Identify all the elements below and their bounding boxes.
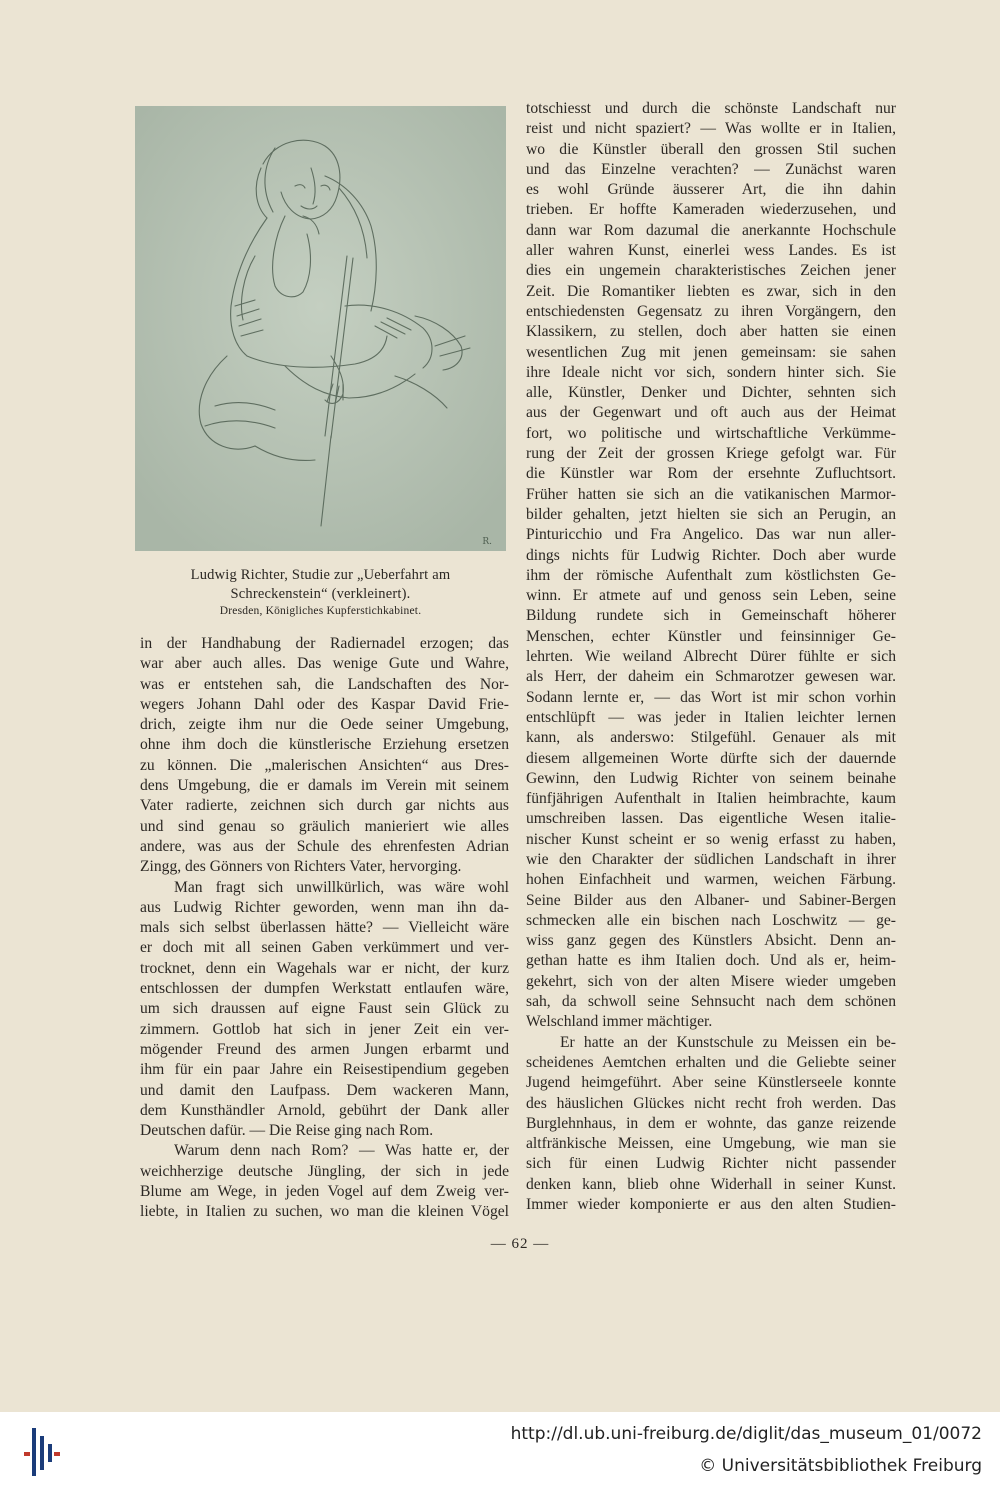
text-line: Klassikern, zu stellen, doch aber hatten sie einen xyxy=(526,323,896,341)
text-line: mögender Freund des armen Jungen erbarmt und xyxy=(140,1040,509,1058)
text-line: es wohl Gründe äusserer Art, die ihn dahin xyxy=(526,181,896,199)
text-line: trieben. Er hoffte Kameraden wiederzusehen, und xyxy=(526,201,896,219)
text-line: andere, was aus der Schule des ehrenfesten Adrian xyxy=(140,837,509,855)
text-line: Bildung rundete sich in Gemeinschaft höherer xyxy=(526,607,896,625)
text-line: Früher hatten sie sich an die vatikanischen Marmor- xyxy=(526,485,896,503)
text-line: wesentlichen Zug mit jenen gemeinsam: sie sahen xyxy=(526,343,896,361)
text-line: Menschen, echter Künstler und feinsinniger Ge- xyxy=(526,627,896,645)
figure-caption xyxy=(135,566,506,604)
text-line: Welschland immer mächtiger. xyxy=(526,1013,713,1031)
text-line: war aber auch alles. Das wenige Gute und Wahre, xyxy=(140,655,509,673)
text-line: scheidenes Aemtchen erhalten und die Geliebte seiner xyxy=(526,1053,896,1071)
text-line: gethan hatte es ihm Italien doch. Und als er, heim- xyxy=(526,952,896,970)
text-line: zu können. Die „malerischen Ansichten“ aus Dres- xyxy=(140,756,509,774)
text-line: aus der Gegenwart und oft auch aus der Heimat xyxy=(526,404,896,422)
text-line: und damit den Laufpass. Dem wackeren Mann, xyxy=(140,1081,509,1099)
caption-line-1: Ludwig Richter, Studie zur „Ueberfahrt am xyxy=(190,567,451,583)
text-line: umschreiben lassen. Das eigentliche Wesen italie- xyxy=(526,810,896,828)
text-line: dens Umgebung, die er damals im Verein mit seinem xyxy=(140,777,509,795)
footer-bar xyxy=(0,1412,1000,1486)
text-line: Jugend heimgeführt. Aber seine Künstlerseele konnte xyxy=(526,1074,896,1092)
text-line: Immer wieder komponierte er aus den alten Studien- xyxy=(526,1196,896,1214)
text-line: Er hatte an der Kunstschule zu Meissen ein be- xyxy=(560,1033,896,1051)
text-line: Blume am Wege, in jeden Vogel auf dem Zweig ver- xyxy=(140,1183,509,1201)
text-line: die Künstler war Rom der ersehnte Zufluchtsort. xyxy=(526,465,896,483)
text-line: entschlüpft — was jeder in Italien leichter lernen xyxy=(526,708,896,726)
text-line: alle, Künstler, Denker und Dichter, sehnten sich xyxy=(526,384,896,402)
text-line: Zeit. Die Romantiker liebten es zwar, sich in den xyxy=(526,282,896,300)
text-line: entschlossen der dumpfen Werkstatt entlaufen wäre, xyxy=(140,980,509,998)
text-line: und das Einzelne verachten? — Zunächst waren xyxy=(526,160,896,178)
source-url-link[interactable]: http://dl.ub.uni-freiburg.de/diglit/das_museum_01/0072 xyxy=(510,1424,982,1444)
text-line: Gewinn, den Ludwig Richter von seinem beinahe xyxy=(526,769,896,787)
text-line: Burglehnhaus, in dem er wohnte, das ganze reizende xyxy=(526,1114,896,1132)
text-line: dies ein ungemein charakteristisches Zeichen jener xyxy=(526,262,896,280)
text-line: des häuslichen Glückes nicht recht froh werden. Das xyxy=(526,1094,896,1112)
text-line: er doch mit all seinen Gaben verkümmert und ver- xyxy=(140,939,509,957)
text-line: wo die Künstler überall den grossen Stil suchen xyxy=(526,140,896,158)
right-text-column xyxy=(526,99,896,1215)
text-line: diesem allgemeinen Worte dürfte sich der dauernde xyxy=(526,749,896,767)
text-line: lehrten. Wie weiland Albrecht Dürer fühlte er sich xyxy=(526,648,896,666)
text-line: fort, wo politische und wirtschaftliche Verkümme- xyxy=(526,424,896,442)
text-line: sah, da schwoll seine Sehnsucht nach dem schönen xyxy=(526,993,896,1011)
sketch-plate xyxy=(135,106,506,551)
text-line: aus Ludwig Richter geworden, wenn man ihn da- xyxy=(140,898,509,916)
text-line: aller wahren Kunst, einerlei wess Landes. Es ist xyxy=(526,242,896,260)
left-text-column xyxy=(140,634,509,1223)
text-line: dings nichts für Ludwig Richter. Doch aber wurde xyxy=(526,546,896,564)
text-line: Zingg, des Gönners von Richters Vater, hervorging. xyxy=(140,858,462,876)
text-line: ihm der römische Aufenthalt zum köstlichsten Ge- xyxy=(526,566,896,584)
text-line: ihre Ideale nicht vor sich, sondern hinter sich. Sie xyxy=(526,363,896,381)
text-line: was er entstehen sah, die Landschaften des Nor- xyxy=(140,675,509,693)
text-line: in der Handhabung der Radiernadel erzogen; das xyxy=(140,635,509,652)
text-line: denken kann, blieb ohne Widerhall in seiner Kunst. xyxy=(526,1175,896,1193)
text-line: mals sich selbst überlassen hätte? — Vielleicht wäre xyxy=(140,919,509,937)
page-number: — 62 — xyxy=(490,1236,550,1252)
library-logo-icon xyxy=(22,1422,62,1482)
text-line: ohne ihm doch die künstlerische Erziehung ersetzen xyxy=(140,736,509,754)
text-line: dem Kunsthändler Arnold, gebührt der Dank aller xyxy=(140,1101,509,1119)
text-line: rung der Zeit der grossen Kriege gefolgt war. Für xyxy=(526,445,896,463)
text-line: Man fragt sich unwillkürlich, was wäre wohl xyxy=(174,878,509,896)
text-line: weichherzige deutsche Jüngling, der sich in jede xyxy=(140,1162,509,1180)
caption-source: Dresden, Königliches Kupferstichkabinet. xyxy=(219,605,422,617)
caption-line-2: Schreckenstein“ (verkleinert). xyxy=(230,586,411,602)
text-line: kann, als anderswo: Stilgefühl. Genauer als mit xyxy=(526,729,896,747)
copyright-notice: © Universitätsbibliothek Freiburg xyxy=(699,1456,982,1476)
text-line: Pinturicchio und Fra Angelico. Das war nun aller- xyxy=(526,526,896,544)
text-line: Seine Bilder aus den Albaner- und Sabiner-Bergen xyxy=(526,891,896,909)
text-line: bilder gehalten, jetzt hielten sie sich an Perugin, an xyxy=(526,505,896,523)
text-line: nischer Kunst scheint er so wenig erfasst zu haben, xyxy=(526,830,896,848)
text-line: entschiedensten Gegensatz zu ihren Vorgängern, den xyxy=(526,302,896,320)
text-line: drich, zeigte ihm nur die Oede seiner Umgebung, xyxy=(140,716,509,734)
text-line: Vater radierte, zeichnen sich durch gar nichts aus xyxy=(140,797,509,815)
text-line: totschiesst und durch die schönste Landschaft nur xyxy=(526,100,896,117)
text-line: dann war Rom dazumal die anerkannte Hochschule xyxy=(526,221,896,239)
text-line: als Herr, der daheim ein Schmarotzer gewesen war. xyxy=(526,668,896,686)
text-line: um sich draussen auf eigne Faust sein Glück zu xyxy=(140,1000,509,1018)
text-line: zimmern. Gottlob hat sich in jener Zeit ein ver- xyxy=(140,1020,509,1038)
plate-monogram: R. xyxy=(482,537,492,547)
text-line: gekehrt, sich von der alten Misere wieder umgeben xyxy=(526,972,896,990)
text-line: winn. Er atmete auf und genoss sein Leben, seine xyxy=(526,587,896,605)
text-line: altfränkische Meissen, eine Umgebung, wie man sie xyxy=(526,1135,896,1153)
text-line: trocknet, denn ein Wagehals war er nicht, der kurz xyxy=(140,959,509,977)
text-line: schmecken alle ein bischen nach Loschwitz — ge- xyxy=(526,911,896,929)
pencil-sketch-image xyxy=(135,106,506,551)
text-line: liebte, in Italien zu suchen, wo man die kleinen Vögel xyxy=(140,1203,509,1221)
text-line: wegers Johann Dahl oder des Kaspar David Frie- xyxy=(140,695,509,713)
text-line: wiss ganz gegen des Künstlers Absicht. Denn an- xyxy=(526,932,896,950)
text-line: und sind genau so gräulich manieriert wie alles xyxy=(140,817,509,835)
text-line: ihm für ein paar Jahre ein Reisestipendium gegeben xyxy=(140,1061,509,1079)
text-line: wie den Charakter der südlichen Landschaft in ihrer xyxy=(526,850,896,868)
text-line: hohen Einfachheit und warmen, weichen Färbung. xyxy=(526,871,896,889)
text-line: Warum denn nach Rom? — Was hatte er, der xyxy=(174,1142,509,1160)
text-line: sich für einen Ludwig Richter nicht passender xyxy=(526,1155,896,1173)
text-line: Sodann lernte er, — das Wort ist mir schon vorhin xyxy=(526,688,896,706)
text-line: fünfjährigen Aufenthalt in Italien heimbrachte, kaum xyxy=(526,790,896,808)
text-line: reist und nicht spaziert? — Was wollte er in Italien, xyxy=(526,120,896,138)
text-line: Deutschen dafür. — Die Reise ging nach Rom. xyxy=(140,1122,434,1140)
